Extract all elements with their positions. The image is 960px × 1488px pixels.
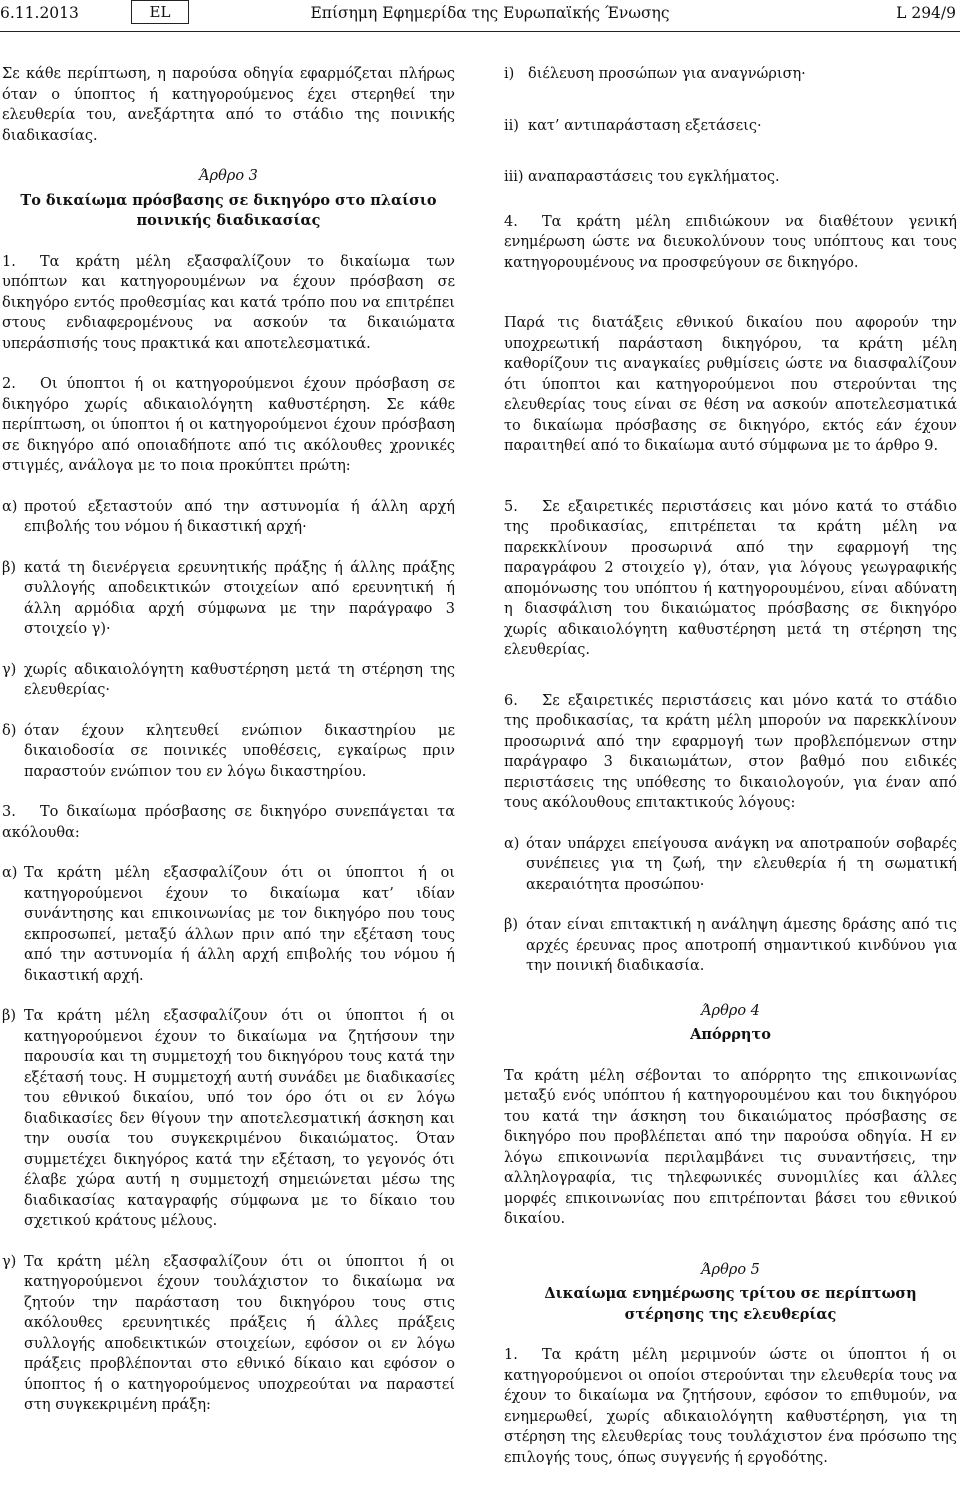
right-column (504, 64, 957, 1488)
item-text: όταν υπάρχει επείγουσα ανάγκη να αποτραπούν σοβαρές συνέπειες για τη ζωή, την ελευθερία ή τη σωματική ακεραιότητα προσώπου· (526, 835, 957, 893)
article-5-paragraph-1 (504, 1345, 957, 1468)
paragraph-2-items (2, 497, 455, 783)
page-header (0, 0, 960, 34)
item-label: α) (2, 498, 18, 515)
article-4-text: Τα κράτη μέλη σέβονται το απόρρητο της επικοινωνίας μεταξύ ενός υπόπτου ή κατηγορουμένου και του δικηγόρου του κατά την άσκηση του δικαιώματος πρόσβασης σε δικηγόρο που προβλέπεται από την παρούσα οδηγία. Η εν λόγω επικοινωνία περιλαμβάνει τις συναντήσεις, την αλληλογραφία, τις τηλεφωνικές συνομιλίες και άλλες μορφές επικοινωνίας που επιτρέπονται βάσει του εθνικού δικαίου. (504, 1067, 957, 1227)
item-text: προτού εξεταστούν από την αστυνομία ή άλλη αρχή επιβολής του νόμου ή δικαστική αρχή· (24, 498, 455, 535)
article-3-paragraph-4-subparagraph: Παρά τις διατάξεις εθνικού δικαίου που αφορούν την υποχρεωτική παράσταση δικηγόρου, τα κράτη μέλη καθορίζουν τις αναγκαίες ρυθμίσεις ώστε να διασφαλίζουν ότι ύποπτοι και κατηγορούμενοι που στερούνται της ελευθερίας τους είναι σε θέση να ασκούν αποτελεσματικά το δικαίωμα πρόσβασης σε δικηγόρο, εκτός εάν έχουν παραιτηθεί από το δικαίωμα αυτό σύμφωνα με το άρθρο 9. (504, 315, 957, 454)
item-text: διέλευση προσώπων για αναγνώριση· (528, 66, 806, 82)
paragraph-number: 6. (504, 692, 518, 709)
article-3-paragraph-4 (504, 212, 957, 274)
item-text: όταν είναι επιτακτική η ανάληψη άμεσης δράσης από τις αρχές έρευνας προς αποτροπή σημαντικού κινδύνου για την ποινική διαδικασία. (526, 917, 957, 974)
list-item (2, 863, 455, 986)
article-4-number: Άρθρο 4 (701, 1002, 760, 1019)
intro-paragraph: Σε κάθε περίπτωση, η παρούσα οδηγία εφαρμόζεται πλήρως όταν ο ύποπτος ή κατηγορούμενος έχει στερηθεί την ελευθερία του, ανεξάρτητα από το στάδιο της ποινικής διαδικασίας. (2, 66, 455, 144)
item-label: α) (2, 865, 18, 881)
paragraph-text: Τα κράτη μέλη εξασφαλίζουν το δικαίωμα των υπόπτων και κατηγορουμένων να έχουν πρόσβαση σε δικηγόρο εντός προθεσμίας και κατά τρόπο που να επιτρέπει στους ενδιαφερομένους να ασκούν τα δικαιώματα υπεράσπισής τους πρακτικά και αποτελεσματικά. (2, 253, 455, 352)
paragraph-text: Οι ύποπτοι ή οι κατηγορούμενοι έχουν πρόσβαση σε δικηγόρο χωρίς αδικαιολόγητη καθυστέρηση. Σε κάθε περίπτωση, οι ύποπτοι ή οι κατηγορούμενοι έχουν πρόσβαση σε δικηγόρο από οποιαδήποτε από τις ακόλουθες χρονικές στιγμές, ανάλογα με το ποια προκύπτει πρώτη: (2, 376, 455, 474)
item-label: ii) (504, 117, 519, 134)
paragraph-6-items (504, 834, 957, 977)
list-item (2, 558, 455, 640)
sub-item (504, 64, 957, 85)
paragraph-text: Σε εξαιρετικές περιστάσεις και μόνο κατά το στάδιο της προδικασίας, τα κράτη μέλη μπορούν να παρεκκλίνουν προσωρινά από την εφαρμογή των προβλεπόμενων στην παράγραφο 3 δικαιωμάτων, στον βαθμό που ειδικές περιστάσεις της υπόθεσης το δικαιολογούν, για έναν από τους ακόλουθους επιτακτικούς λόγους: (504, 692, 957, 811)
header-divider (0, 31, 960, 32)
item-text: Τα κράτη μέλη εξασφαλίζουν ότι οι ύποπτοι ή οι κατηγορούμενοι έχουν τουλάχιστον το δικαίωμα να ζητούν την παράσταση του δικηγόρου τους στις ακόλουθες ερευνητικές πράξεις ή άλλες πράξεις συλλογής αποδεικτικών στοιχείων, εφόσον οι εν λόγω πράξεις προβλέπονται στο εθνικό δίκαιο και εφόσον ο ύποπτος ή ο κατηγορούμενος υποχρεούται να παραστεί στη συγκεκριμένη πράξη: (24, 1253, 455, 1413)
paragraph-text: Τα κράτη μέλη επιδιώκουν να διαθέτουν γενική ενημέρωση ώστε να διευκολύνουν τους υπόπτους και τους κατηγορουμένους να προσφεύγουν σε δικηγόρο. (504, 213, 957, 271)
item-text: κατά τη διενέργεια ερευνητικής πράξης ή άλλης πράξης συλλογής αποδεικτικών στοιχείων από ερευνητική ή άλλη αρμόδια αρχή σύμφωνα με την παράγραφο 3 στοιχείο γ)· (24, 559, 455, 637)
item-label: i) (504, 66, 515, 82)
publication-date: 6.11.2013 (0, 4, 79, 22)
list-item (2, 497, 455, 538)
left-column (2, 64, 455, 1436)
list-item (504, 915, 957, 977)
item-label: β) (2, 559, 17, 576)
item-label: iii) (504, 169, 524, 185)
item-label: γ) (2, 661, 17, 678)
language-code-box: EL (131, 0, 189, 24)
list-item (504, 834, 957, 896)
item-label: α) (504, 835, 520, 852)
paragraph-number: 3. (2, 804, 16, 820)
article-3-paragraph-1 (2, 252, 455, 355)
item-label: δ) (2, 722, 17, 739)
paragraph-text: Τα κράτη μέλη μεριμνούν ώστε οι ύποπτοι ή οι κατηγορούμενοι οι οποίοι στερούνται την ελευθερία τους να έχουν το δικαίωμα να ζητήσουν, εφόσον το επιθυμούν, να ενημερωθεί, χωρίς αδικαιολόγητη καθυστέρηση, για τη στέρηση της ελευθερίας τους τουλάχιστον ένα πρόσωπο της επιλογής τους, όπως συγγενής ή εργοδότης. (504, 1347, 957, 1466)
list-item (2, 721, 455, 783)
paragraph-number: 1. (2, 253, 16, 270)
article-3-paragraph-2 (2, 374, 455, 477)
paragraph-number: 1. (504, 1347, 518, 1363)
article-3-number: Άρθρο 3 (199, 168, 258, 184)
item-text: Τα κράτη μέλη εξασφαλίζουν ότι οι ύποπτοι ή οι κατηγορούμενοι έχουν το δικαίωμα κατ’ ιδίαν συνάντησης και επικοινωνίας με τον δικηγόρο που τους εκπροσωπεί, μεταξύ άλλων πριν από την εξέταση τους από την αστυνομία ή άλλη αρχή επιβολής του νόμου ή δικαστική αρχή. (24, 865, 455, 984)
list-item (2, 660, 455, 701)
paragraph-number: 2. (2, 376, 16, 392)
sub-items (504, 64, 957, 188)
item-text: χωρίς αδικαιολόγητη καθυστέρηση μετά τη στέρηση της ελευθερίας· (24, 661, 455, 698)
article-3-paragraph-5 (504, 497, 957, 661)
paragraph-text: Το δικαίωμα πρόσβασης σε δικηγόρο συνεπάγεται τα ακόλουθα: (2, 804, 455, 841)
item-text: αναπαραστάσεις του εγκλήματος. (528, 169, 780, 185)
item-label: β) (504, 917, 519, 933)
article-5-number: Άρθρο 5 (701, 1261, 760, 1278)
page-reference: L 294/9 (896, 4, 956, 22)
journal-title: Επίσημη Εφημερίδα της Ευρωπαϊκής Ένωσης (310, 4, 670, 22)
item-label: β) (2, 1008, 17, 1024)
article-5-title: Δικαίωμα ενημέρωσης τρίτου σε περίπτωση στέρησης της ελευθερίας (544, 1285, 917, 1323)
item-text: Τα κράτη μέλη εξασφαλίζουν ότι οι ύποπτοι ή οι κατηγορούμενοι έχουν το δικαίωμα να ζητήσουν την παρουσία και τη συμμετοχή του δικηγόρου τους κατά την εξέτασή τους. Η συμμετοχή αυτή συνάδει με διαδικασίες του εθνικού δικαίου, υπό τον όρο ότι οι εν λόγω διαδικασίες δεν θίγουν την αποτελεσματική άσκηση και την ουσία του συγκεκριμένου δικαιώματος. Όταν συμμετέχει δικηγόρος κατά την εξέταση, το γεγονός ότι έλαβε χώρα αυτή η συμμετοχή σημειώνεται μέσω της διαδικασίας καταγραφής σύμφωνα με το δίκαιο του σχετικού κράτους μέλους. (24, 1008, 455, 1229)
item-label: γ) (2, 1253, 17, 1270)
article-4-title: Απόρρητο (690, 1026, 771, 1043)
article-3-title: Το δικαίωμα πρόσβασης σε δικηγόρο στο πλαίσιο ποινικής διαδικασίας (20, 191, 437, 229)
paragraph-number: 4. (504, 213, 518, 230)
list-item (2, 1252, 455, 1416)
article-3-paragraph-6 (504, 691, 957, 814)
list-item (2, 1006, 455, 1232)
sub-item (504, 116, 957, 137)
item-text: κατ’ αντιπαράσταση εξετάσεις· (528, 117, 762, 134)
item-text: όταν έχουν κλητευθεί ενώπιον δικαστηρίου με δικαιοδοσία σε ποινικές υποθέσεις, εγκαίρως πριν παραστούν ενώπιον του εν λόγω δικαστηρίου. (24, 722, 455, 780)
article-3-paragraph-3 (2, 802, 455, 843)
paragraph-number: 5. (504, 498, 518, 515)
paragraph-text: Σε εξαιρετικές περιστάσεις και μόνο κατά το στάδιο της προδικασίας, επιτρέπεται τα κράτη μέλη να παρεκκλίνουν προσωρινά από την εφαρμογή της παραγράφου 2 στοιχείο γ), όταν, για λόγους γεωγραφικής απομόνωσης του υπόπτου ή κατηγορουμένου, είναι αδύνατη η διασφάλιση του δικαιώματος πρόσβασης σε δικηγόρο χωρίς αδικαιολόγητη καθυστέρηση μετά τη στέρηση της ελευθερίας. (504, 498, 957, 658)
paragraph-3-items (2, 863, 455, 1416)
sub-item (504, 167, 957, 188)
